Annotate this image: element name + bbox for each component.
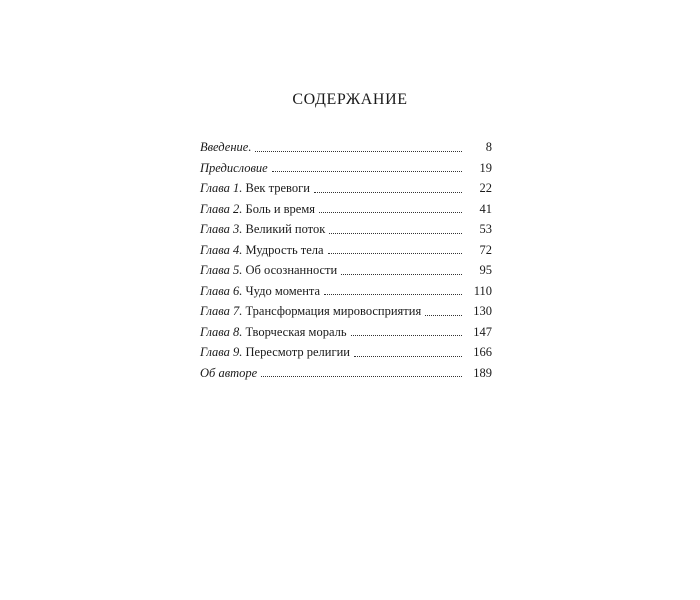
- toc-entry-8[interactable]: [200, 301, 492, 322]
- toc-entry-label: [200, 260, 337, 281]
- toc-entry-7[interactable]: [200, 281, 492, 302]
- toc-entry-prefix: Предисловие: [200, 160, 268, 175]
- dot-leader: [255, 151, 462, 152]
- toc-entry-9[interactable]: [200, 322, 492, 343]
- toc-entry-5[interactable]: [200, 240, 492, 261]
- toc-list: [200, 137, 492, 383]
- toc-entry-page: 22: [479, 181, 492, 195]
- dot-leader: [328, 253, 462, 254]
- toc-entry-prefix: Об авторе: [200, 365, 258, 380]
- toc-entry-1[interactable]: [200, 158, 492, 179]
- toc-entry-11[interactable]: [200, 363, 492, 384]
- toc-entry-title: Трансформация мировосприятия: [245, 304, 422, 318]
- toc-entry-title: Век тревоги: [245, 181, 310, 195]
- toc-entry-4[interactable]: [200, 219, 492, 240]
- toc-entry-title: Творческая мораль: [245, 324, 347, 339]
- dot-leader: [261, 376, 462, 377]
- toc-entry-label: [200, 342, 350, 363]
- dot-leader: [425, 315, 462, 316]
- toc-entry-prefix: Глава 5.: [200, 263, 243, 277]
- toc-entry-page: 189: [473, 365, 492, 380]
- toc-heading: СОДЕРЖАНИЕ: [292, 91, 408, 108]
- toc-entry-label: [200, 363, 257, 384]
- toc-entry-label: [200, 199, 315, 220]
- dot-leader: [351, 335, 462, 336]
- toc-entry-prefix: Глава 3.: [200, 222, 243, 236]
- toc-entry-page: 110: [473, 283, 492, 298]
- toc-entry-2[interactable]: [200, 178, 492, 199]
- toc-entry-title: Чудо момента: [245, 283, 321, 298]
- toc-entry-page: 130: [473, 304, 492, 318]
- dot-leader: [314, 192, 462, 193]
- toc-entry-label: [200, 178, 310, 199]
- toc-entry-prefix: Глава 6.: [200, 283, 243, 298]
- toc-entry-page: 8: [485, 140, 492, 154]
- toc-entry-prefix: Глава 1.: [200, 181, 243, 195]
- toc-entry-prefix: Глава 7.: [200, 304, 243, 318]
- dot-leader: [354, 356, 462, 357]
- toc-entry-label: [200, 301, 421, 322]
- toc-entry-label: [200, 219, 325, 240]
- toc-entry-page: 41: [479, 201, 492, 216]
- dot-leader: [324, 294, 462, 295]
- toc-entry-title: Об осознанности: [245, 263, 338, 277]
- toc-entry-title: Великий поток: [245, 222, 326, 236]
- toc-entry-3[interactable]: [200, 199, 492, 220]
- toc-entry-title: Пересмотр религии: [245, 345, 350, 359]
- toc-entry-prefix: Глава 4.: [200, 242, 243, 257]
- toc-entry-page: 53: [479, 222, 492, 236]
- toc-entry-0[interactable]: [200, 137, 492, 158]
- toc-entry-label: [200, 240, 324, 261]
- toc-entry-label: [200, 322, 347, 343]
- toc-entry-page: 147: [473, 324, 492, 339]
- dot-leader: [341, 274, 462, 275]
- toc-entry-prefix: Глава 9.: [200, 345, 243, 359]
- toc-entry-title: Боль и время: [245, 201, 316, 216]
- dot-leader: [329, 233, 462, 234]
- toc-entry-label: [200, 281, 320, 302]
- toc-entry-label: [200, 137, 251, 158]
- toc-entry-6[interactable]: [200, 260, 492, 281]
- toc-entry-10[interactable]: [200, 342, 492, 363]
- toc-entry-page: 72: [479, 242, 492, 257]
- toc-entry-prefix: Глава 2.: [200, 201, 243, 216]
- dot-leader: [272, 171, 462, 172]
- toc-entry-prefix: Введение.: [200, 140, 252, 154]
- toc-entry-page: 166: [473, 345, 492, 359]
- toc-entry-prefix: Глава 8.: [200, 324, 243, 339]
- toc-entry-page: 19: [479, 160, 492, 175]
- dot-leader: [319, 212, 462, 213]
- toc-entry-title: Мудрость тела: [245, 242, 324, 257]
- toc-entry-label: [200, 158, 268, 179]
- toc-entry-page: 95: [479, 263, 492, 277]
